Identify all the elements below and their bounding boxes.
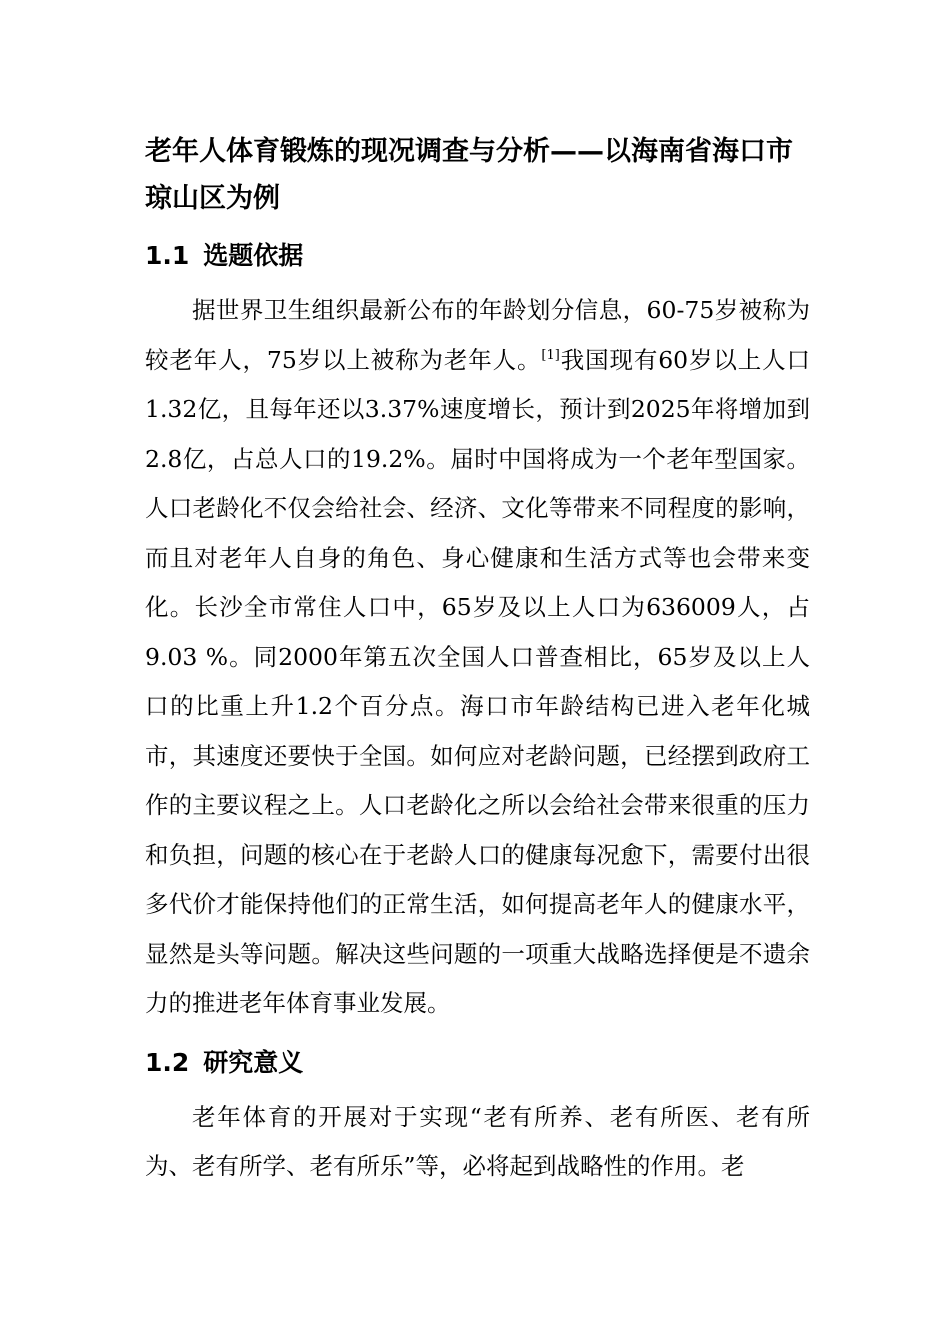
section-heading-1-2 [145,1037,810,1089]
reference-mark: [1] [541,347,560,363]
section-title: 选题依据 [203,241,304,270]
section-heading-1-1 [145,230,810,282]
page-content [145,128,810,1192]
paragraph-text: 我国现有60岁以上人口1.32亿，且每年还以3.37%速度增长，预计到2025年将增加到2.8亿，占总人口的19.2%。届时中国将成为一个老年型国家。人口老龄化不仅会给社会、经济、文化等带来不同程度的影响，而且对老年人自身的角色、身心健康和生活方式等也会带来变化。长沙全市常住人口中，65岁及以上人口为636009人，占9.03 %。同2000年第五次全国人口普查相比，65岁及以上人口的比重上升1.2个百分点。海口市年龄结构已进入老年化城市，其速度还要快于全国。如何应对老龄问题，已经摆到政府工作的主要议程之上。人口老龄化之所以会给社会带来很重的压力和负担，问题的核心在于老龄人口的健康每况愈下，需要付出很多代价才能保持他们的正常生活，如何提高老年人的健康水平，显然是头等问题。解决这些问题的一项重大战略选择便是不遗余力的推进老年体育事业发展。 [145,345,811,1017]
document-title: 老年人体育锻炼的现况调查与分析——以海南省海口市琼山区为例 [145,136,793,214]
body-paragraph: 老年体育的开展对于实现“老有所养、老有所医、老有所为、老有所学、老有所乐”等，必将起到战略性的作用。老 [145,1102,810,1180]
paragraph-text: 据世界卫生组织最新公布的年龄划分信息，60-75岁被称为较老年人，75岁以上被称为老年人。 [145,296,810,374]
body-paragraph [145,286,810,1029]
section-number: 1.1 [145,241,190,270]
section-number: 1.2 [145,1047,190,1077]
section-title: 研究意义 [203,1047,304,1077]
